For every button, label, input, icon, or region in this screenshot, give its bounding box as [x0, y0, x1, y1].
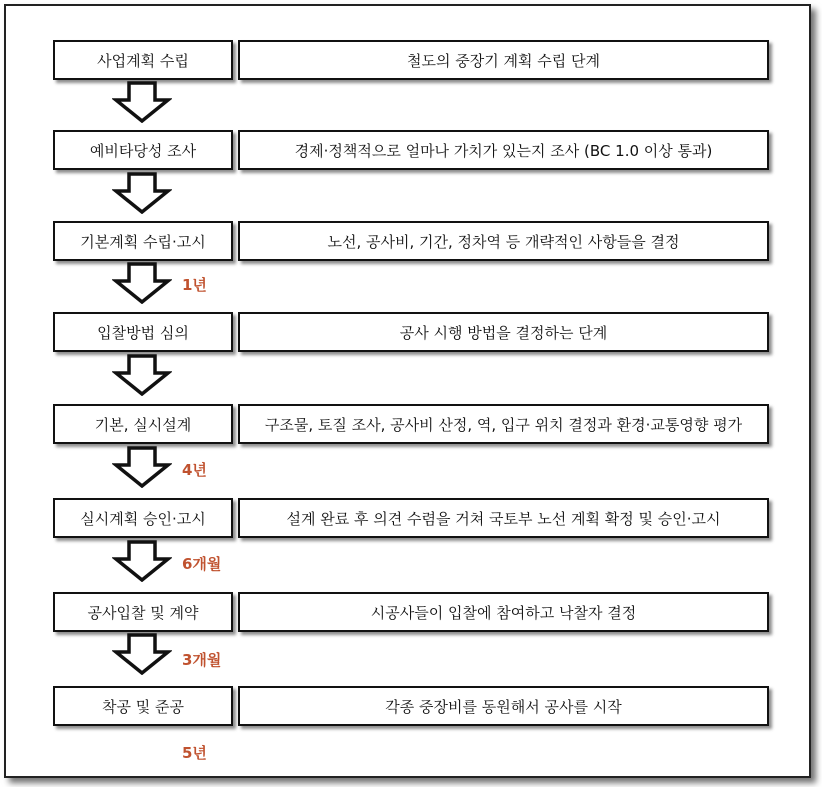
- duration-label-2: 4년: [182, 461, 207, 479]
- step-name-3: 기본계획 수립·고시: [53, 221, 233, 261]
- step-name-5: 기본, 실시설계: [53, 404, 233, 444]
- duration-label-4: 3개월: [182, 651, 222, 669]
- step-desc-7: 시공사들이 입찰에 참여하고 낙찰자 결정: [238, 592, 769, 632]
- step-name-2: 예비타당성 조사: [53, 130, 233, 170]
- step-name-7: 공사입찰 및 계약: [53, 592, 233, 632]
- down-arrow-icon: [112, 540, 172, 582]
- step-desc-5: 구조물, 토질 조사, 공사비 산정, 역, 입구 위치 결정과 환경·교통영향 평가: [238, 404, 769, 444]
- step-desc-4: 공사 시행 방법을 결정하는 단계: [238, 312, 769, 352]
- step-desc-6: 설계 완료 후 의견 수렴을 거쳐 국토부 노선 계획 확정 및 승인·고시: [238, 498, 769, 538]
- step-name-1: 사업계획 수립: [53, 40, 233, 80]
- step-desc-8: 각종 중장비를 동원해서 공사를 시작: [238, 686, 769, 726]
- down-arrow-icon: [112, 354, 172, 396]
- duration-label-1: 1년: [182, 276, 207, 294]
- step-name-8: 착공 및 준공: [53, 686, 233, 726]
- step-desc-3: 노선, 공사비, 기간, 정차역 등 개략적인 사항들을 결정: [238, 221, 769, 261]
- duration-label-3: 6개월: [182, 555, 222, 573]
- down-arrow-icon: [112, 81, 172, 123]
- down-arrow-icon: [112, 262, 172, 304]
- duration-label-5: 5년: [182, 744, 207, 762]
- down-arrow-icon: [112, 633, 172, 675]
- down-arrow-icon: [112, 446, 172, 488]
- step-name-4: 입찰방법 심의: [53, 312, 233, 352]
- down-arrow-icon: [112, 172, 172, 214]
- step-name-6: 실시계획 승인·고시: [53, 498, 233, 538]
- step-desc-2: 경제·정책적으로 얼마나 가치가 있는지 조사 (BC 1.0 이상 통과): [238, 130, 769, 170]
- step-desc-1: 철도의 중장기 계획 수립 단계: [238, 40, 769, 80]
